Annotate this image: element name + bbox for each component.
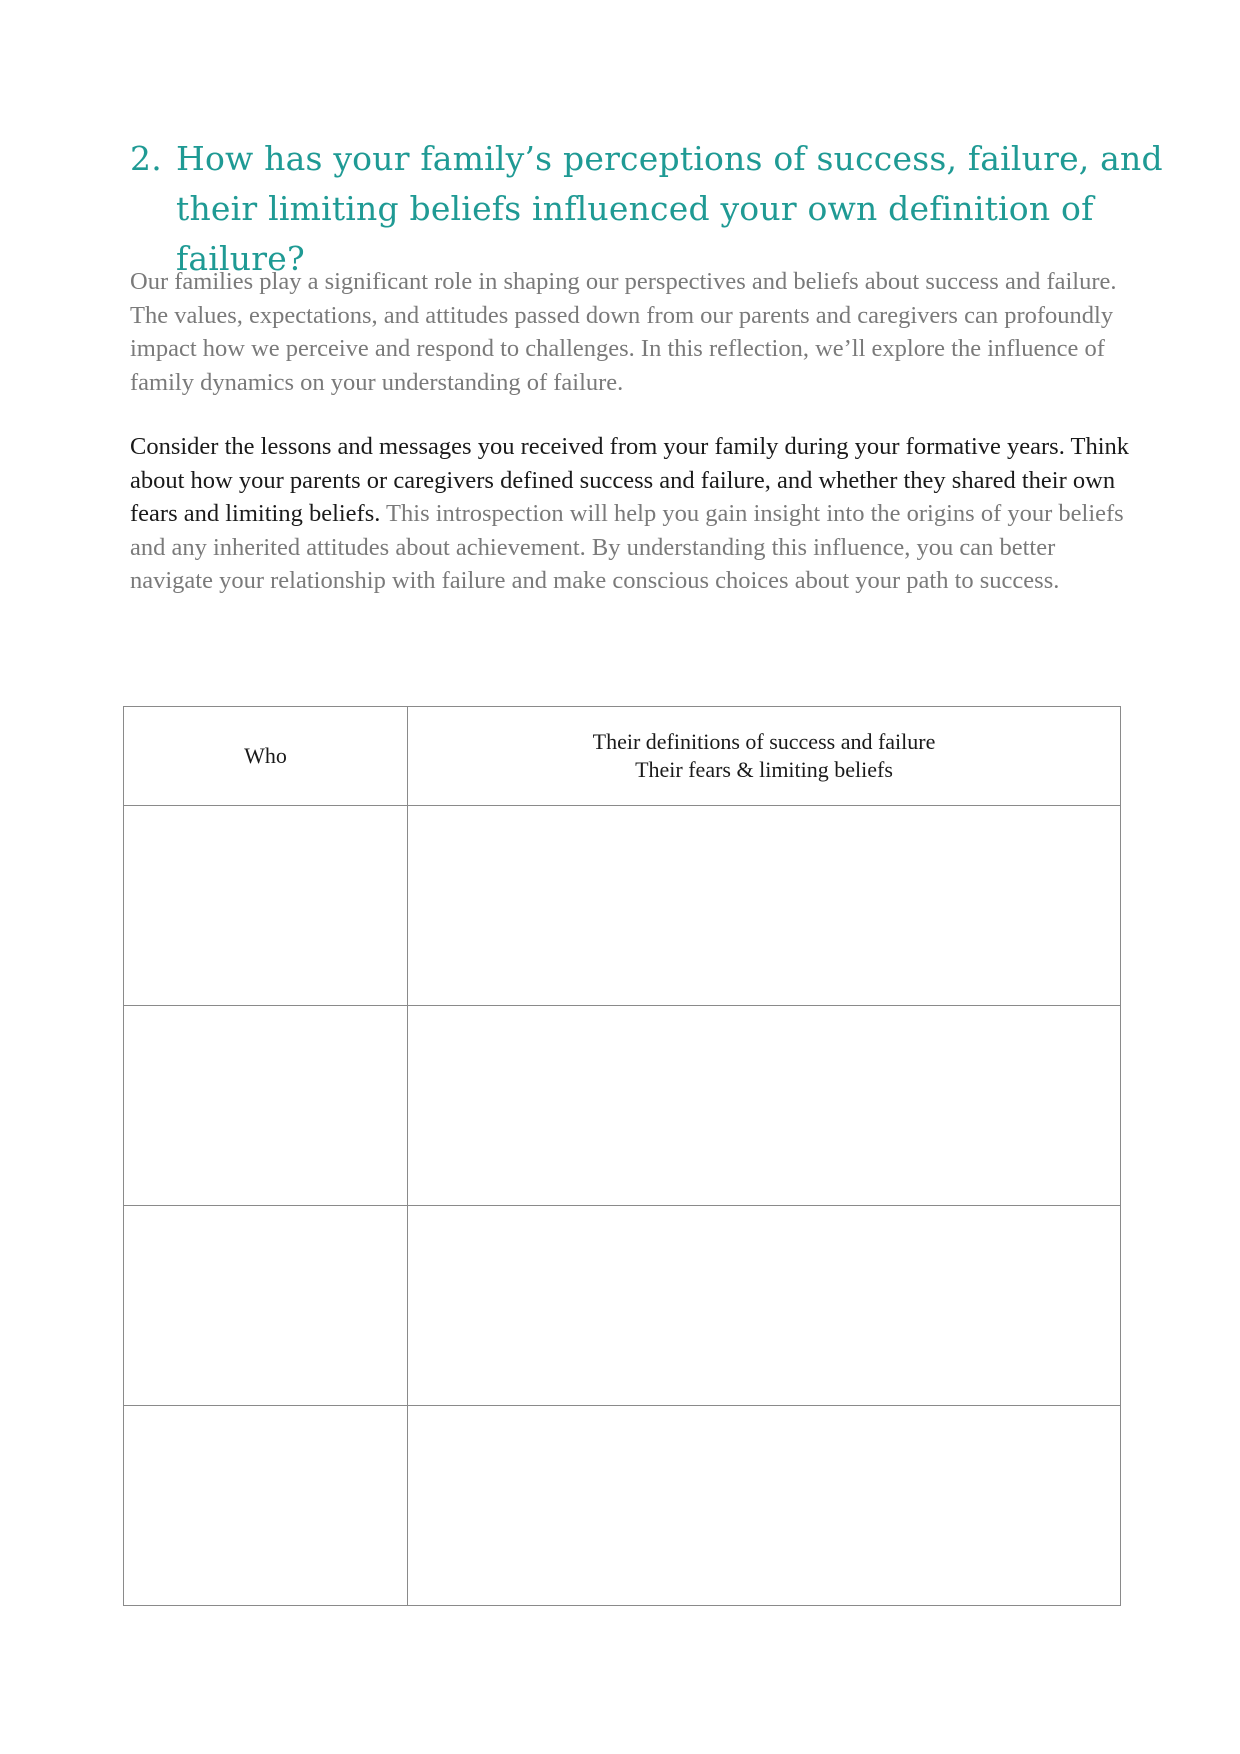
details-cell[interactable] [408,1406,1121,1606]
table-row [124,1406,1121,1606]
details-cell[interactable] [408,806,1121,1006]
section-heading [130,134,1170,284]
details-cell[interactable] [408,1206,1121,1406]
who-cell[interactable] [124,806,408,1006]
who-cell[interactable] [124,1206,408,1406]
details-cell[interactable] [408,1006,1121,1206]
header-definitions-line-2: Their fears & limiting beliefs [635,757,893,782]
who-cell[interactable] [124,1006,408,1206]
prompt-emphasis: Consider the lessons and messages you received from your family during your formative years. Think about how your parents or caregivers defined success and failure, and whether they shared their own fears and limiting beliefs. [130,433,1130,527]
table-row [124,1206,1121,1406]
header-definitions-line-1: Their definitions of success and failure [592,729,936,754]
who-cell[interactable] [124,1406,408,1606]
question-number: 2. [130,139,162,179]
heading-line-2: their limiting beliefs influenced your own definition of failure? [176,189,1094,279]
reflection-table [123,706,1121,1606]
table-header-row [124,707,1121,806]
prompt-paragraph [130,430,1130,598]
table-row [124,1006,1121,1206]
intro-paragraph: Our families play a significant role in shaping our perspectives and beliefs about success and failure. The values, expectations, and attitudes passed down from our parents and caregivers can profoundly impact how we perceive and respond to challenges. In this reflection, we’ll explore the influence of family dynamics on your understanding of failure. [130,268,1117,396]
header-who: Who [124,707,408,806]
header-definitions [408,707,1121,806]
table-row [124,806,1121,1006]
heading-line-1: How has your family’s perceptions of success, failure, and [176,139,1163,179]
prompt-rest: This introspection will help you gain insight into the origins of your beliefs and any inherited attitudes about achievement. By understanding this influence, you can better navigate your relationship with failure and make conscious choices about your path to success. [130,500,1124,594]
